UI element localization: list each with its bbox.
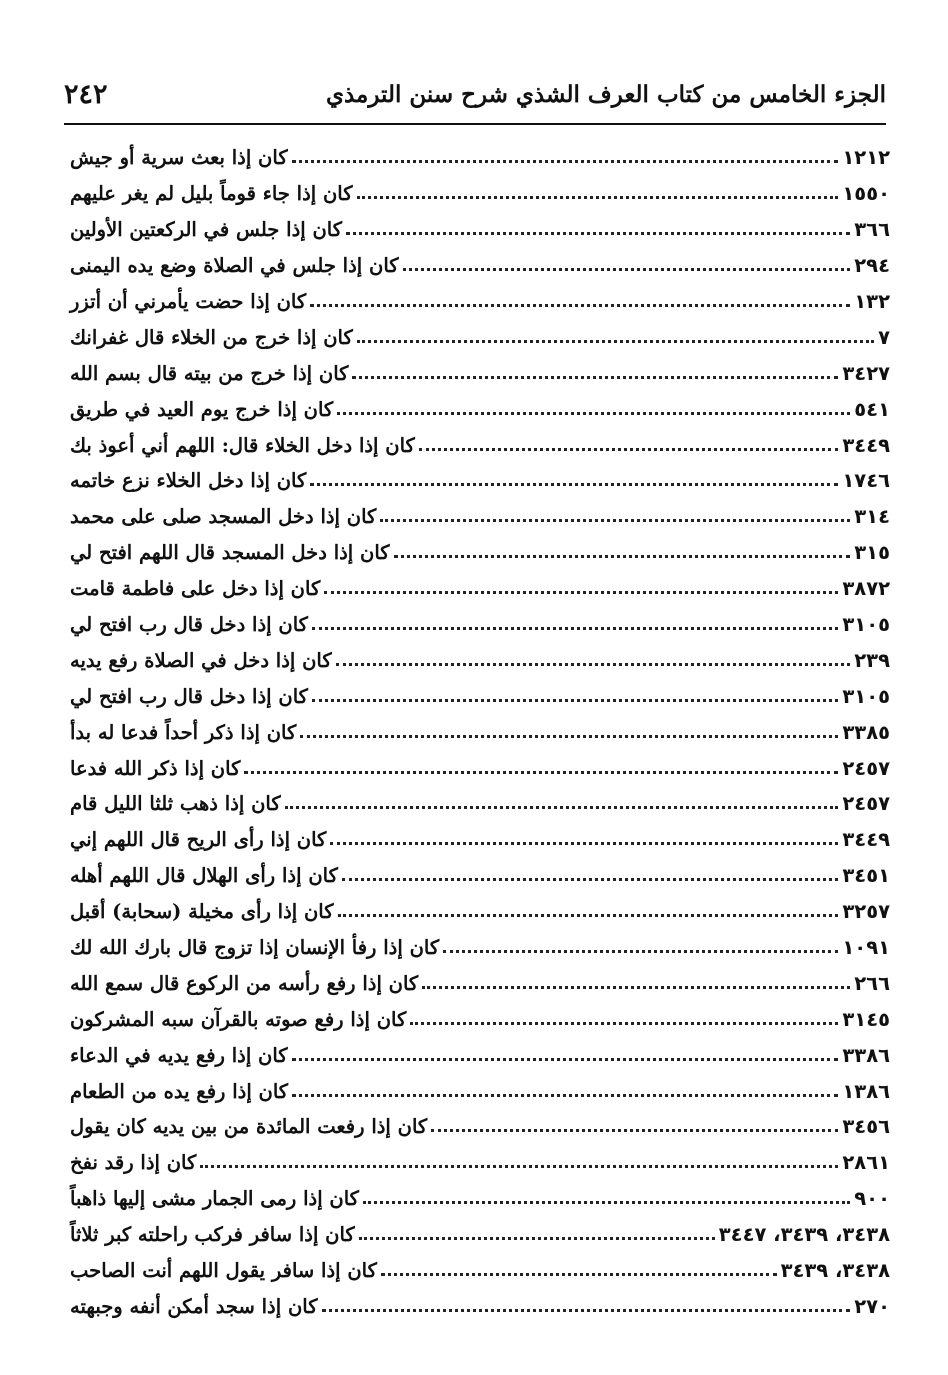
index-entry bbox=[64, 535, 892, 571]
index-entry bbox=[64, 822, 892, 858]
index-entry bbox=[64, 965, 892, 1001]
entry-text: كان إذا خرج من الخلاء قال غفرانك bbox=[70, 325, 353, 349]
entry-text: كان إذا رفع صوته بالقرآن سبه المشركون bbox=[70, 1007, 407, 1031]
entry-reference-number: ٥٤١ bbox=[854, 397, 890, 421]
index-entry bbox=[64, 284, 892, 320]
dot-leader bbox=[381, 1273, 777, 1276]
entry-reference-number: ٣٤٥٦ bbox=[842, 1115, 890, 1139]
entry-reference-number: ١٣٢ bbox=[854, 290, 890, 313]
entry-reference-number: ٣٣٨٦ bbox=[842, 1043, 890, 1067]
entry-text: كان إذا دخل المسجد صلى على محمد bbox=[70, 505, 377, 529]
entry-reference-number: ١٥٥٠ bbox=[842, 182, 890, 206]
entry-text: كان إذا رأى الهلال قال اللهم أهله bbox=[70, 864, 338, 888]
dot-leader bbox=[419, 448, 839, 451]
entry-reference-number: ٣١٥ bbox=[854, 541, 890, 565]
dot-leader bbox=[300, 735, 838, 738]
dot-leader bbox=[200, 1165, 838, 1168]
dot-leader bbox=[292, 1058, 839, 1061]
entry-text: كان إذا حضت يأمرني أن أتزر bbox=[70, 290, 307, 313]
index-entry bbox=[64, 858, 892, 894]
index-entry bbox=[64, 1001, 892, 1037]
index-entry bbox=[64, 786, 892, 822]
index-entry bbox=[64, 140, 892, 176]
entry-reference-number: ٣١٠٥ bbox=[842, 684, 890, 708]
index-entry bbox=[64, 1217, 892, 1253]
entry-reference-number: ٣٤٤٩ bbox=[842, 828, 890, 852]
index-entry bbox=[64, 1253, 892, 1289]
dot-leader bbox=[324, 591, 838, 594]
index-entry bbox=[64, 391, 892, 427]
index-entry bbox=[64, 1073, 892, 1109]
entry-reference-number: ٣١٤ bbox=[854, 505, 890, 529]
entry-text: كان إذا دخل قال رب افتح لي bbox=[70, 613, 308, 637]
dot-leader bbox=[338, 914, 839, 917]
entry-text: كان إذا رمى الجمار مشى إليها ذاهباً bbox=[70, 1187, 359, 1211]
entry-text: كان إذا دخل الخلاء قال: اللهم أني أعوذ بك bbox=[70, 433, 415, 457]
index-entry bbox=[64, 571, 892, 607]
entry-reference-number: ٣٤٤٩ bbox=[842, 433, 890, 457]
entry-reference-number: ١٠٩١ bbox=[842, 936, 890, 960]
entry-reference-number: ٣٨٧٢ bbox=[842, 577, 890, 601]
dot-leader bbox=[363, 1201, 850, 1204]
index-entry bbox=[64, 678, 892, 714]
dot-leader bbox=[346, 232, 850, 235]
hadith-index-list bbox=[64, 140, 892, 1324]
entry-reference-number: ٢٧٠ bbox=[854, 1294, 890, 1318]
entry-text: كان إذا ذكر الله فدعا bbox=[70, 756, 241, 780]
dot-leader bbox=[337, 412, 850, 415]
index-entry bbox=[64, 1181, 892, 1217]
dot-leader bbox=[310, 483, 838, 486]
entry-reference-number: ٣٤٢٧ bbox=[842, 361, 890, 385]
entry-text: كان إذا دخل المسجد قال اللهم افتح لي bbox=[70, 541, 390, 565]
dot-leader bbox=[342, 878, 839, 881]
dot-leader bbox=[410, 1022, 838, 1025]
entry-reference-number: ٢٦٦ bbox=[854, 971, 890, 995]
index-entry bbox=[64, 499, 892, 535]
dot-leader bbox=[330, 842, 838, 845]
entry-text: كان إذا دخل في الصلاة رفع يديه bbox=[70, 648, 332, 672]
entry-reference-number: ٣٦٦ bbox=[854, 218, 890, 242]
dot-leader bbox=[394, 555, 851, 558]
page-number: ٢٤٢ bbox=[64, 78, 108, 110]
dot-leader bbox=[244, 771, 838, 774]
entry-text: كان إذا دخل الخلاء نزع خاتمه bbox=[70, 469, 307, 493]
entry-reference-number: ٣٤٥١ bbox=[842, 864, 890, 888]
dot-leader bbox=[359, 1237, 715, 1240]
entry-text: كان إذا ذهب ثلثا الليل قام bbox=[70, 792, 281, 816]
dot-leader bbox=[352, 376, 838, 379]
entry-text: كان إذا رفع يده من الطعام bbox=[70, 1079, 289, 1103]
index-entry bbox=[64, 355, 892, 391]
index-entry bbox=[64, 1037, 892, 1073]
entry-text: كان إذا خرج يوم العيد في طريق bbox=[70, 397, 334, 421]
dot-leader bbox=[292, 1094, 838, 1097]
index-entry bbox=[64, 212, 892, 248]
dot-leader bbox=[292, 160, 839, 163]
entry-reference-number: ٣٢٥٧ bbox=[842, 900, 890, 924]
entry-reference-number: ١٣٨٦ bbox=[842, 1079, 890, 1103]
entry-text: كان إذا رفع يديه في الدعاء bbox=[70, 1043, 288, 1067]
dot-leader bbox=[403, 268, 851, 271]
entry-text: كان إذا خرج من بيته قال بسم الله bbox=[70, 361, 349, 385]
dot-leader bbox=[422, 986, 850, 989]
entry-text: كان إذا رفعت المائدة من بين يديه كان يقول bbox=[70, 1115, 428, 1139]
entry-text: كان إذا ذكر أحداً فدعا له بدأ bbox=[70, 720, 297, 744]
dot-leader bbox=[357, 340, 874, 343]
entry-reference-number: ٣٤٣٨، ٣٤٣٩، ٣٤٤٧ bbox=[718, 1223, 890, 1247]
dot-leader bbox=[310, 304, 850, 307]
dot-leader bbox=[336, 663, 851, 666]
entry-reference-number: ٧ bbox=[878, 325, 890, 349]
entry-text: كان إذا رفع رأسه من الركوع قال سمع الله bbox=[70, 971, 419, 995]
entry-reference-number: ٢٣٩ bbox=[854, 648, 890, 672]
dot-leader bbox=[357, 196, 839, 199]
index-entry bbox=[64, 714, 892, 750]
index-entry bbox=[64, 176, 892, 212]
entry-text: كان إذا جلس في الركعتين الأولين bbox=[70, 218, 343, 242]
index-entry bbox=[64, 1109, 892, 1145]
dot-leader bbox=[312, 699, 838, 702]
entry-reference-number: ١٧٤٦ bbox=[842, 469, 890, 493]
dot-leader bbox=[312, 627, 838, 630]
entry-text: كان إذا سافر فركب راحلته كبر ثلاثاً bbox=[70, 1223, 355, 1247]
entry-text: كان إذا سافر يقول اللهم أنت الصاحب bbox=[70, 1259, 377, 1283]
dot-leader bbox=[443, 950, 838, 953]
header-rule bbox=[64, 123, 886, 125]
entry-text: كان إذا رفأ الإنسان إذا تزوج قال بارك الله لك bbox=[70, 936, 440, 960]
entry-reference-number: ١٢١٢ bbox=[842, 146, 890, 170]
index-entry bbox=[64, 319, 892, 355]
entry-text: كان إذا رقد نفخ bbox=[70, 1151, 197, 1175]
entry-text: كان إذا دخل على فاطمة قامت bbox=[70, 577, 321, 601]
index-entry bbox=[64, 1289, 892, 1325]
running-title: الجزء الخامس من كتاب العرف الشذي شرح سنن الترمذي bbox=[325, 80, 886, 108]
entry-text: كان إذا سجد أمكن أنفه وجبهته bbox=[70, 1294, 318, 1318]
dot-leader bbox=[285, 806, 839, 809]
index-entry bbox=[64, 427, 892, 463]
dot-leader bbox=[380, 519, 850, 522]
index-entry bbox=[64, 248, 892, 284]
entry-reference-number: ٢٤٥٧ bbox=[842, 792, 890, 816]
entry-reference-number: ٢٤٥٧ bbox=[842, 756, 890, 780]
entry-reference-number: ٢٩٤ bbox=[854, 254, 890, 278]
entry-reference-number: ٣١٠٥ bbox=[842, 613, 890, 637]
index-entry bbox=[64, 642, 892, 678]
entry-text: كان إذا جلس في الصلاة وضع يده اليمنى bbox=[70, 254, 399, 278]
entry-text: كان إذا دخل قال رب افتح لي bbox=[70, 684, 308, 708]
entry-reference-number: ٩٠٠ bbox=[854, 1187, 890, 1211]
dot-leader bbox=[322, 1309, 851, 1312]
entry-text: كان إذا جاء قوماً بليل لم يغر عليهم bbox=[70, 182, 353, 206]
page-header bbox=[64, 72, 886, 116]
entry-reference-number: ٣١٤٥ bbox=[842, 1007, 890, 1031]
index-entry bbox=[64, 930, 892, 966]
entry-reference-number: ٢٨٦١ bbox=[842, 1151, 890, 1175]
entry-text: كان إذا بعث سرية أو جيش bbox=[70, 146, 288, 170]
index-entry bbox=[64, 894, 892, 930]
index-entry bbox=[64, 750, 892, 786]
entry-text: كان إذا رأى الريح قال اللهم إني bbox=[70, 828, 327, 852]
index-entry bbox=[64, 607, 892, 643]
dot-leader bbox=[431, 1129, 838, 1132]
index-entry bbox=[64, 463, 892, 499]
entry-text: كان إذا رأى مخيلة (سحابة) أقبل bbox=[70, 900, 334, 924]
entry-reference-number: ٣٤٣٨، ٣٤٣٩ bbox=[780, 1259, 890, 1283]
index-entry bbox=[64, 1145, 892, 1181]
entry-reference-number: ٣٣٨٥ bbox=[842, 720, 890, 744]
